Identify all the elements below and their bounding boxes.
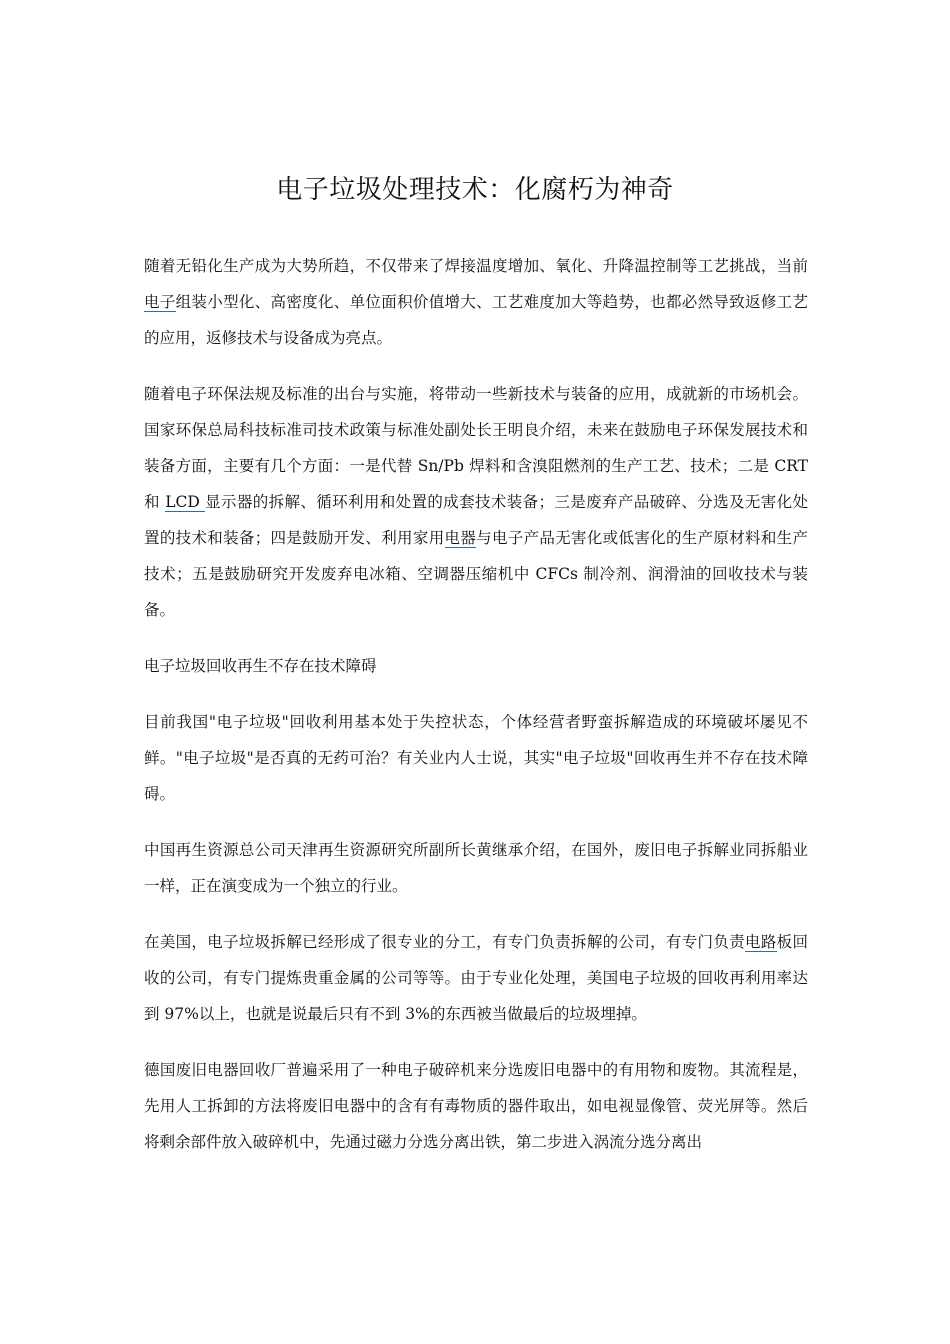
document-title: 电子垃圾处理技术：化腐朽为神奇 — [276, 175, 674, 205]
link-circuit[interactable]: 电路 — [745, 933, 777, 951]
link-electronics[interactable]: 电子 — [144, 293, 176, 311]
paragraph-industry-overseas: 中国再生资源总公司天津再生资源研究所副所长黄继承介绍，在国外，废旧电子拆解业同拆船业一样，正在演变成为一个独立的行业。 — [144, 841, 808, 895]
paragraph-environmental-standards — [144, 376, 808, 628]
paragraph-recycling-status: 目前我国"电子垃圾"回收利用基本处于失控状态，个体经营者野蛮拆解造成的环境破坏屡见不鲜。"电子垃圾"是否真的无药可治？有关业内人士说，其实"电子垃圾"回收再生并不存在技术障碍。 — [144, 713, 808, 803]
link-lcd[interactable]: LCD — [165, 493, 206, 511]
section-heading-recycling: 电子垃圾回收再生不存在技术障碍 — [144, 657, 377, 675]
paragraph-text: 随着无铅化生产成为大势所趋，不仅带来了焊接温度增加、氧化、升降温控制等工艺挑战，当前 — [144, 257, 808, 275]
paragraph-germany-recycling: 德国废旧电器回收厂普遍采用了一种电子破碎机来分选废旧电器中的有用物和废物。其流程是，先用人工拆卸的方法将废旧电器中的含有有毒物质的器件取出，如电视显像管、荧光屏等。然后将剩余部件放入破碎机中，先通过磁力分选分离出铁，第二步进入涡流分选分离出 — [144, 1061, 808, 1151]
paragraph-text: 组装小型化、高密度化、单位面积价值增大、工艺难度加大等趋势，也都必然导致返修工艺的应用，返修技术与设备成为亮点。 — [144, 293, 808, 347]
paragraph-text: 在美国，电子垃圾拆解已经形成了很专业的分工，有专门负责拆解的公司，有专门负责 — [144, 933, 746, 951]
paragraph-text: 随着电子环保法规及标准的出台与实施，将带动一些新技术与装备的应用，成就新的市场机会。国家环保总局科技标准司技术政策与标准处副处长王明良介绍，未来在鼓励电子环保发展技术和装备方面，主要有几个方面：一是代替 Sn/Pb 焊料和含溴阻燃剂的生产工艺、技术；二是 CRT 和 — [144, 385, 808, 511]
paragraph-lead-free-rework — [144, 248, 808, 356]
paragraph-text: 显示器的拆解、循环利用和处置的成套技术装备；三是废弃产品破碎、分选及无害化处置的技术和装备；四是鼓励开发、利用家用 — [144, 493, 808, 547]
paragraph-us-recycling — [144, 924, 808, 1032]
document-body — [144, 248, 808, 1180]
paragraph-text: 板回收的公司，有专门提炼贵重金属的公司等等。由于专业化处理，美国电子垃圾的回收再利用率达到 97%以上，也就是说最后只有不到 3%的东西被当做最后的垃圾埋掉。 — [144, 933, 808, 1023]
link-appliances[interactable]: 电器 — [444, 529, 477, 547]
paragraph-text: 与电子产品无害化或低害化的生产原材料和生产技术；五是鼓励研究开发废弃电冰箱、空调器压缩机中 CFCs 制冷剂、润滑油的回收技术与装备。 — [144, 529, 808, 619]
